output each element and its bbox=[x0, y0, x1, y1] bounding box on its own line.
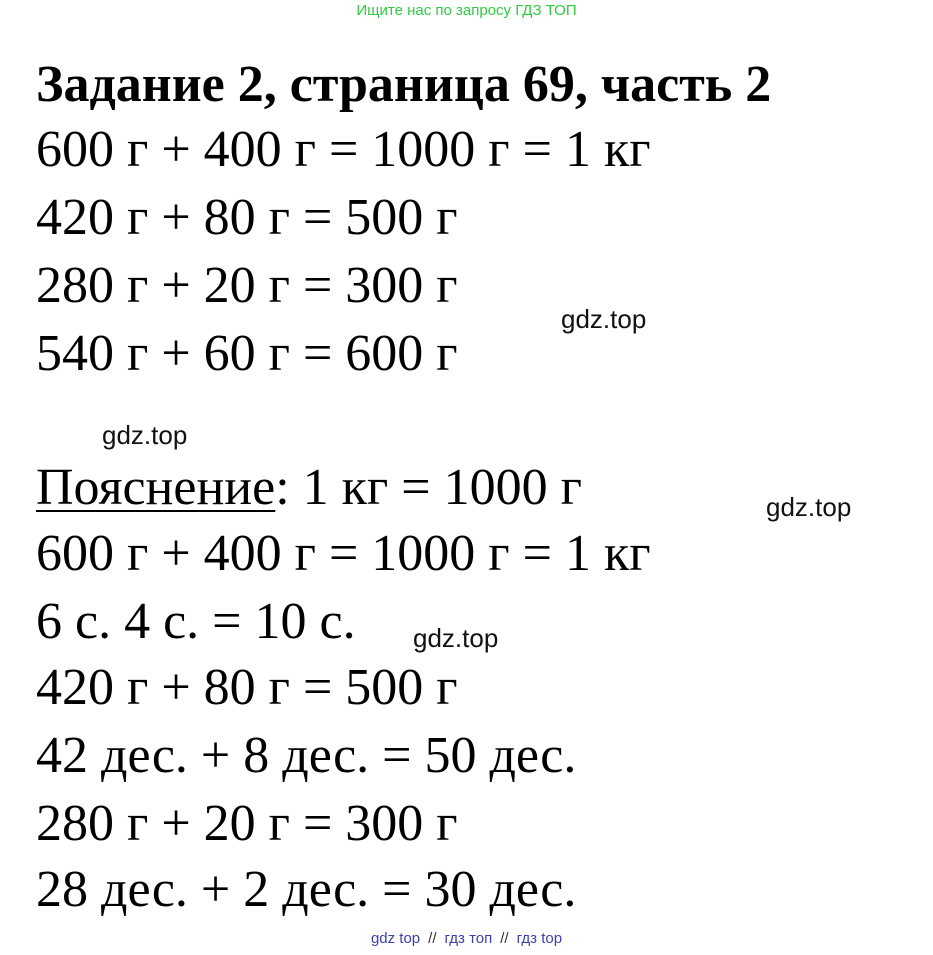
footer-link-2[interactable]: гдз топ bbox=[444, 930, 493, 947]
answer-line-1: 600 г + 400 г = 1000 г = 1 кг bbox=[36, 121, 651, 178]
footer-link-1[interactable]: gdz top bbox=[370, 930, 421, 947]
answer-line-3: 280 г + 20 г = 300 г bbox=[36, 257, 458, 314]
footer-link-3[interactable]: гдз top bbox=[516, 930, 563, 947]
explanation-line-4: 42 дес. + 8 дес. = 50 дес. bbox=[36, 727, 577, 784]
explanation-label: Пояснение bbox=[36, 459, 276, 516]
footer-separator: // bbox=[500, 930, 509, 947]
explanation-line-1: 600 г + 400 г = 1000 г = 1 кг bbox=[36, 525, 651, 582]
answer-line-2: 420 г + 80 г = 500 г bbox=[36, 189, 458, 246]
explanation-line-6: 28 дес. + 2 дес. = 30 дес. bbox=[36, 861, 577, 918]
footer bbox=[0, 930, 933, 947]
explanation-first-rest: : 1 кг = 1000 г bbox=[275, 459, 582, 516]
explanation-header bbox=[36, 458, 582, 518]
watermark-2: gdz.top bbox=[102, 420, 188, 450]
explanation-line-3: 420 г + 80 г = 500 г bbox=[36, 659, 458, 716]
explanation-line-2: 6 с. 4 с. = 10 с. bbox=[36, 593, 356, 650]
watermark-3: gdz.top bbox=[766, 492, 852, 522]
explanation-line-5: 280 г + 20 г = 300 г bbox=[36, 795, 458, 852]
answer-line-4: 540 г + 60 г = 600 г bbox=[36, 325, 458, 382]
watermark-4: gdz.top bbox=[413, 623, 499, 653]
page-title: Задание 2, страница 69, часть 2 bbox=[36, 56, 772, 113]
top-banner: Ищите нас по запросу ГДЗ ТОП bbox=[356, 2, 577, 19]
footer-separator: // bbox=[428, 930, 437, 947]
watermark-1: gdz.top bbox=[561, 304, 647, 334]
